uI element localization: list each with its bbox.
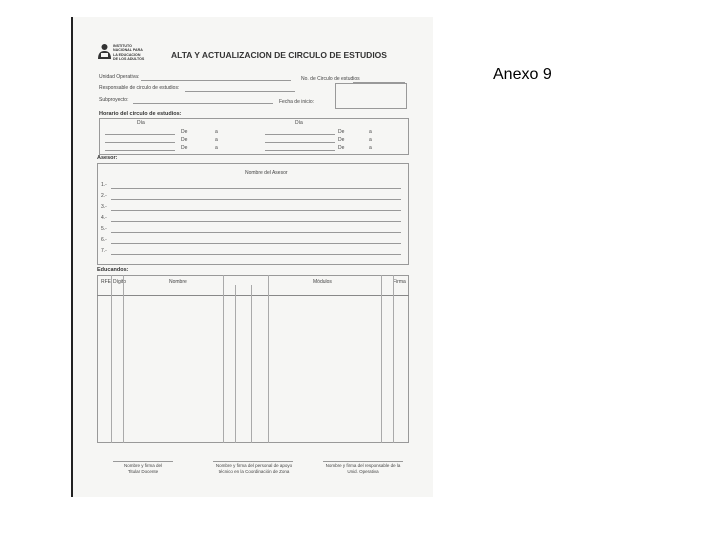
- asesor-line: [111, 210, 401, 211]
- horario-col-dia-right: Día: [295, 120, 303, 126]
- horario-a: a: [215, 137, 218, 143]
- educandos-col-divider: [381, 275, 382, 443]
- asesor-line: [111, 232, 401, 233]
- educandos-col-divider: [111, 275, 112, 443]
- subproyecto-label: Subproyecto:: [99, 97, 129, 103]
- unidad-operativa-label: Unidad Operativa:: [99, 74, 140, 80]
- asesor-number: 6.-: [101, 237, 107, 243]
- asesor-number: 7.-: [101, 248, 107, 254]
- horario-a: a: [369, 145, 372, 151]
- asesor-number: 4.-: [101, 215, 107, 221]
- horario-a: a: [215, 129, 218, 135]
- educandos-heading: Educandos:: [97, 267, 129, 273]
- horario-de: De: [181, 129, 188, 135]
- asesor-line: [111, 188, 401, 189]
- educandos-col-divider: [251, 285, 252, 443]
- horario-line: [265, 142, 335, 143]
- subproyecto-line: [133, 103, 273, 104]
- horario-heading: Horario del circulo de estudios:: [99, 111, 182, 117]
- asesor-line: [111, 243, 401, 244]
- form-title: ALTA Y ACTUALIZACION DE CIRCULO DE ESTUDIOS: [171, 50, 387, 60]
- educandos-col-firma: Firma: [393, 279, 406, 285]
- slide-label: Anexo 9: [493, 66, 552, 83]
- asesor-number: 2.-: [101, 193, 107, 199]
- inea-logo-icon: [97, 43, 112, 60]
- asesor-number: 1.-: [101, 182, 107, 188]
- asesor-number: 5.-: [101, 226, 107, 232]
- educandos-col-modulos: Módulos: [313, 279, 332, 285]
- horario-de: De: [181, 137, 188, 143]
- fecha-inicio-label: Fecha de inicio:: [279, 99, 315, 105]
- horario-line: [265, 150, 335, 151]
- educandos-col-divider: [235, 285, 236, 443]
- signature-line-titular: [113, 461, 173, 462]
- educandos-col-nombre: Nombre: [169, 279, 187, 285]
- responsable-label: Responsable de circulo de estudios:: [99, 85, 180, 91]
- horario-line: [105, 142, 175, 143]
- responsable-line: [185, 91, 295, 92]
- educandos-col-digito: Dígito: [113, 279, 127, 285]
- signature-titular: Nombre y firma del Titular Docente: [123, 463, 162, 474]
- signature-line-responsable: [323, 461, 403, 462]
- asesor-number: 3.-: [101, 204, 107, 210]
- horario-de: De: [338, 137, 345, 143]
- date-box: [335, 83, 407, 109]
- signature-apoyo: Nombre y firma del personal de apoyo técnico en la Coordinación de Zona: [215, 463, 293, 474]
- asesor-nombre-header: Nombre del Asesor: [245, 170, 288, 176]
- educandos-table: [97, 275, 409, 443]
- horario-de: De: [338, 129, 345, 135]
- scanned-form: [71, 17, 433, 497]
- horario-col-dia-left: Día: [137, 120, 145, 126]
- organization-name: INSTITUTO NACIONAL PARA LA EDUCACION DE LOS ADULTOS: [113, 44, 145, 61]
- educandos-col-divider: [393, 275, 394, 443]
- asesor-line: [111, 221, 401, 222]
- horario-a: a: [215, 145, 218, 151]
- asesor-line: [111, 254, 401, 255]
- horario-de: De: [181, 145, 188, 151]
- asesor-heading: Asesor:: [97, 155, 118, 161]
- asesor-table: [97, 163, 409, 265]
- num-circulo-label: No. de Circulo de estudios: [301, 76, 360, 82]
- asesor-line: [111, 199, 401, 200]
- horario-line: [265, 134, 335, 135]
- horario-de: De: [338, 145, 345, 151]
- educandos-col-rfe: RFE: [101, 279, 111, 285]
- unidad-operativa-line: [141, 80, 291, 81]
- educandos-header-line: [97, 295, 409, 296]
- signature-line-apoyo: [213, 461, 293, 462]
- signature-responsable: Nombre y firma del responsable de la Unid. Operativa: [325, 463, 401, 474]
- horario-line: [105, 134, 175, 135]
- horario-a: a: [369, 129, 372, 135]
- educandos-col-divider: [223, 275, 224, 443]
- horario-line: [105, 150, 175, 151]
- educandos-col-divider: [123, 275, 124, 443]
- educandos-col-divider: [268, 275, 269, 443]
- horario-a: a: [369, 137, 372, 143]
